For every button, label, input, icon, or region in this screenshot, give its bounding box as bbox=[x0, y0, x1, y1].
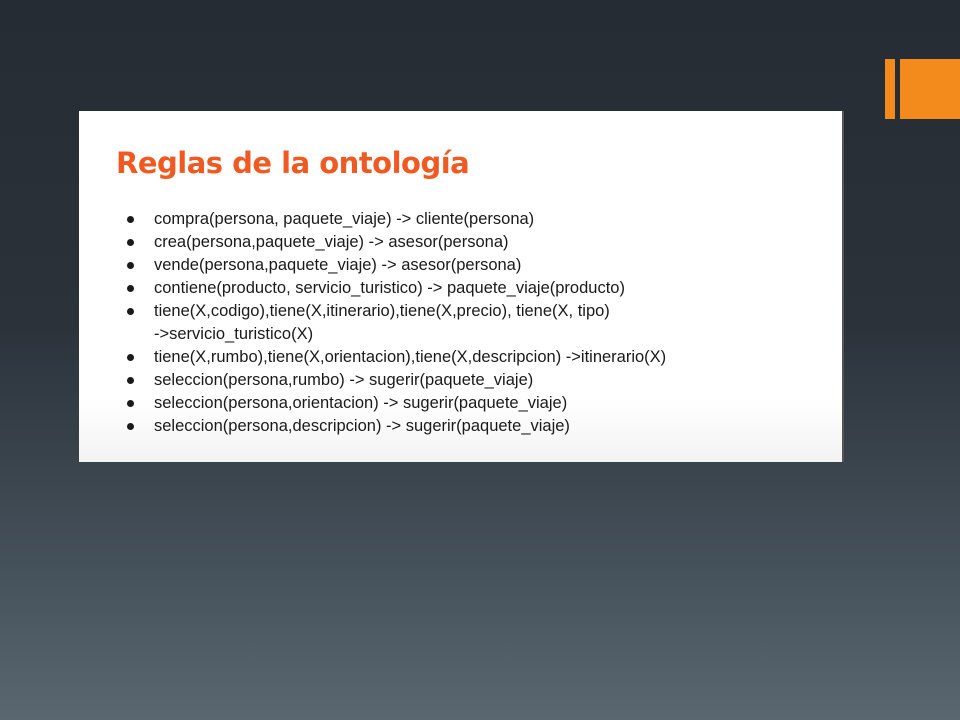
rule-text: tiene(X,rumbo),tiene(X,orientacion),tiene(X,descripcion) ->itinerario(X) bbox=[154, 348, 667, 366]
rule-text: crea(persona,paquete_viaje) -> asesor(persona) bbox=[154, 233, 509, 251]
rule-item bbox=[79, 208, 666, 231]
rule-text: seleccion(persona,orientacion) -> sugerir(paquete_viaje) bbox=[154, 394, 568, 412]
rule-text: seleccion(persona,rumbo) -> sugerir(paquete_viaje) bbox=[154, 371, 534, 389]
rule-text: compra(persona, paquete_viaje) -> cliente(persona) bbox=[154, 210, 535, 228]
slide-content-image bbox=[79, 111, 844, 462]
rule-text: tiene(X,codigo),tiene(X,itinerario),tiene(X,precio), tiene(X, tipo) bbox=[154, 302, 610, 320]
rules-list bbox=[79, 208, 666, 438]
rule-item bbox=[79, 369, 666, 392]
rule-text: contiene(producto, servicio_turistico) -> paquete_viaje(producto) bbox=[154, 279, 625, 297]
rule-text: seleccion(persona,descripcion) -> sugerir(paquete_viaje) bbox=[154, 417, 570, 435]
accent-bar-thin bbox=[885, 59, 895, 119]
rule-item bbox=[79, 300, 666, 346]
rule-item bbox=[79, 415, 666, 438]
rule-item bbox=[79, 254, 666, 277]
rule-item bbox=[79, 392, 666, 415]
rule-text-continuation: ->servicio_turistico(X) bbox=[154, 325, 314, 343]
slide-title: Reglas de la ontología bbox=[116, 146, 470, 180]
rule-text: vende(persona,paquete_viaje) -> asesor(persona) bbox=[154, 256, 522, 274]
rule-item bbox=[79, 277, 666, 300]
accent-bar-wide bbox=[900, 59, 960, 119]
rule-item bbox=[79, 346, 666, 369]
rule-item bbox=[79, 231, 666, 254]
